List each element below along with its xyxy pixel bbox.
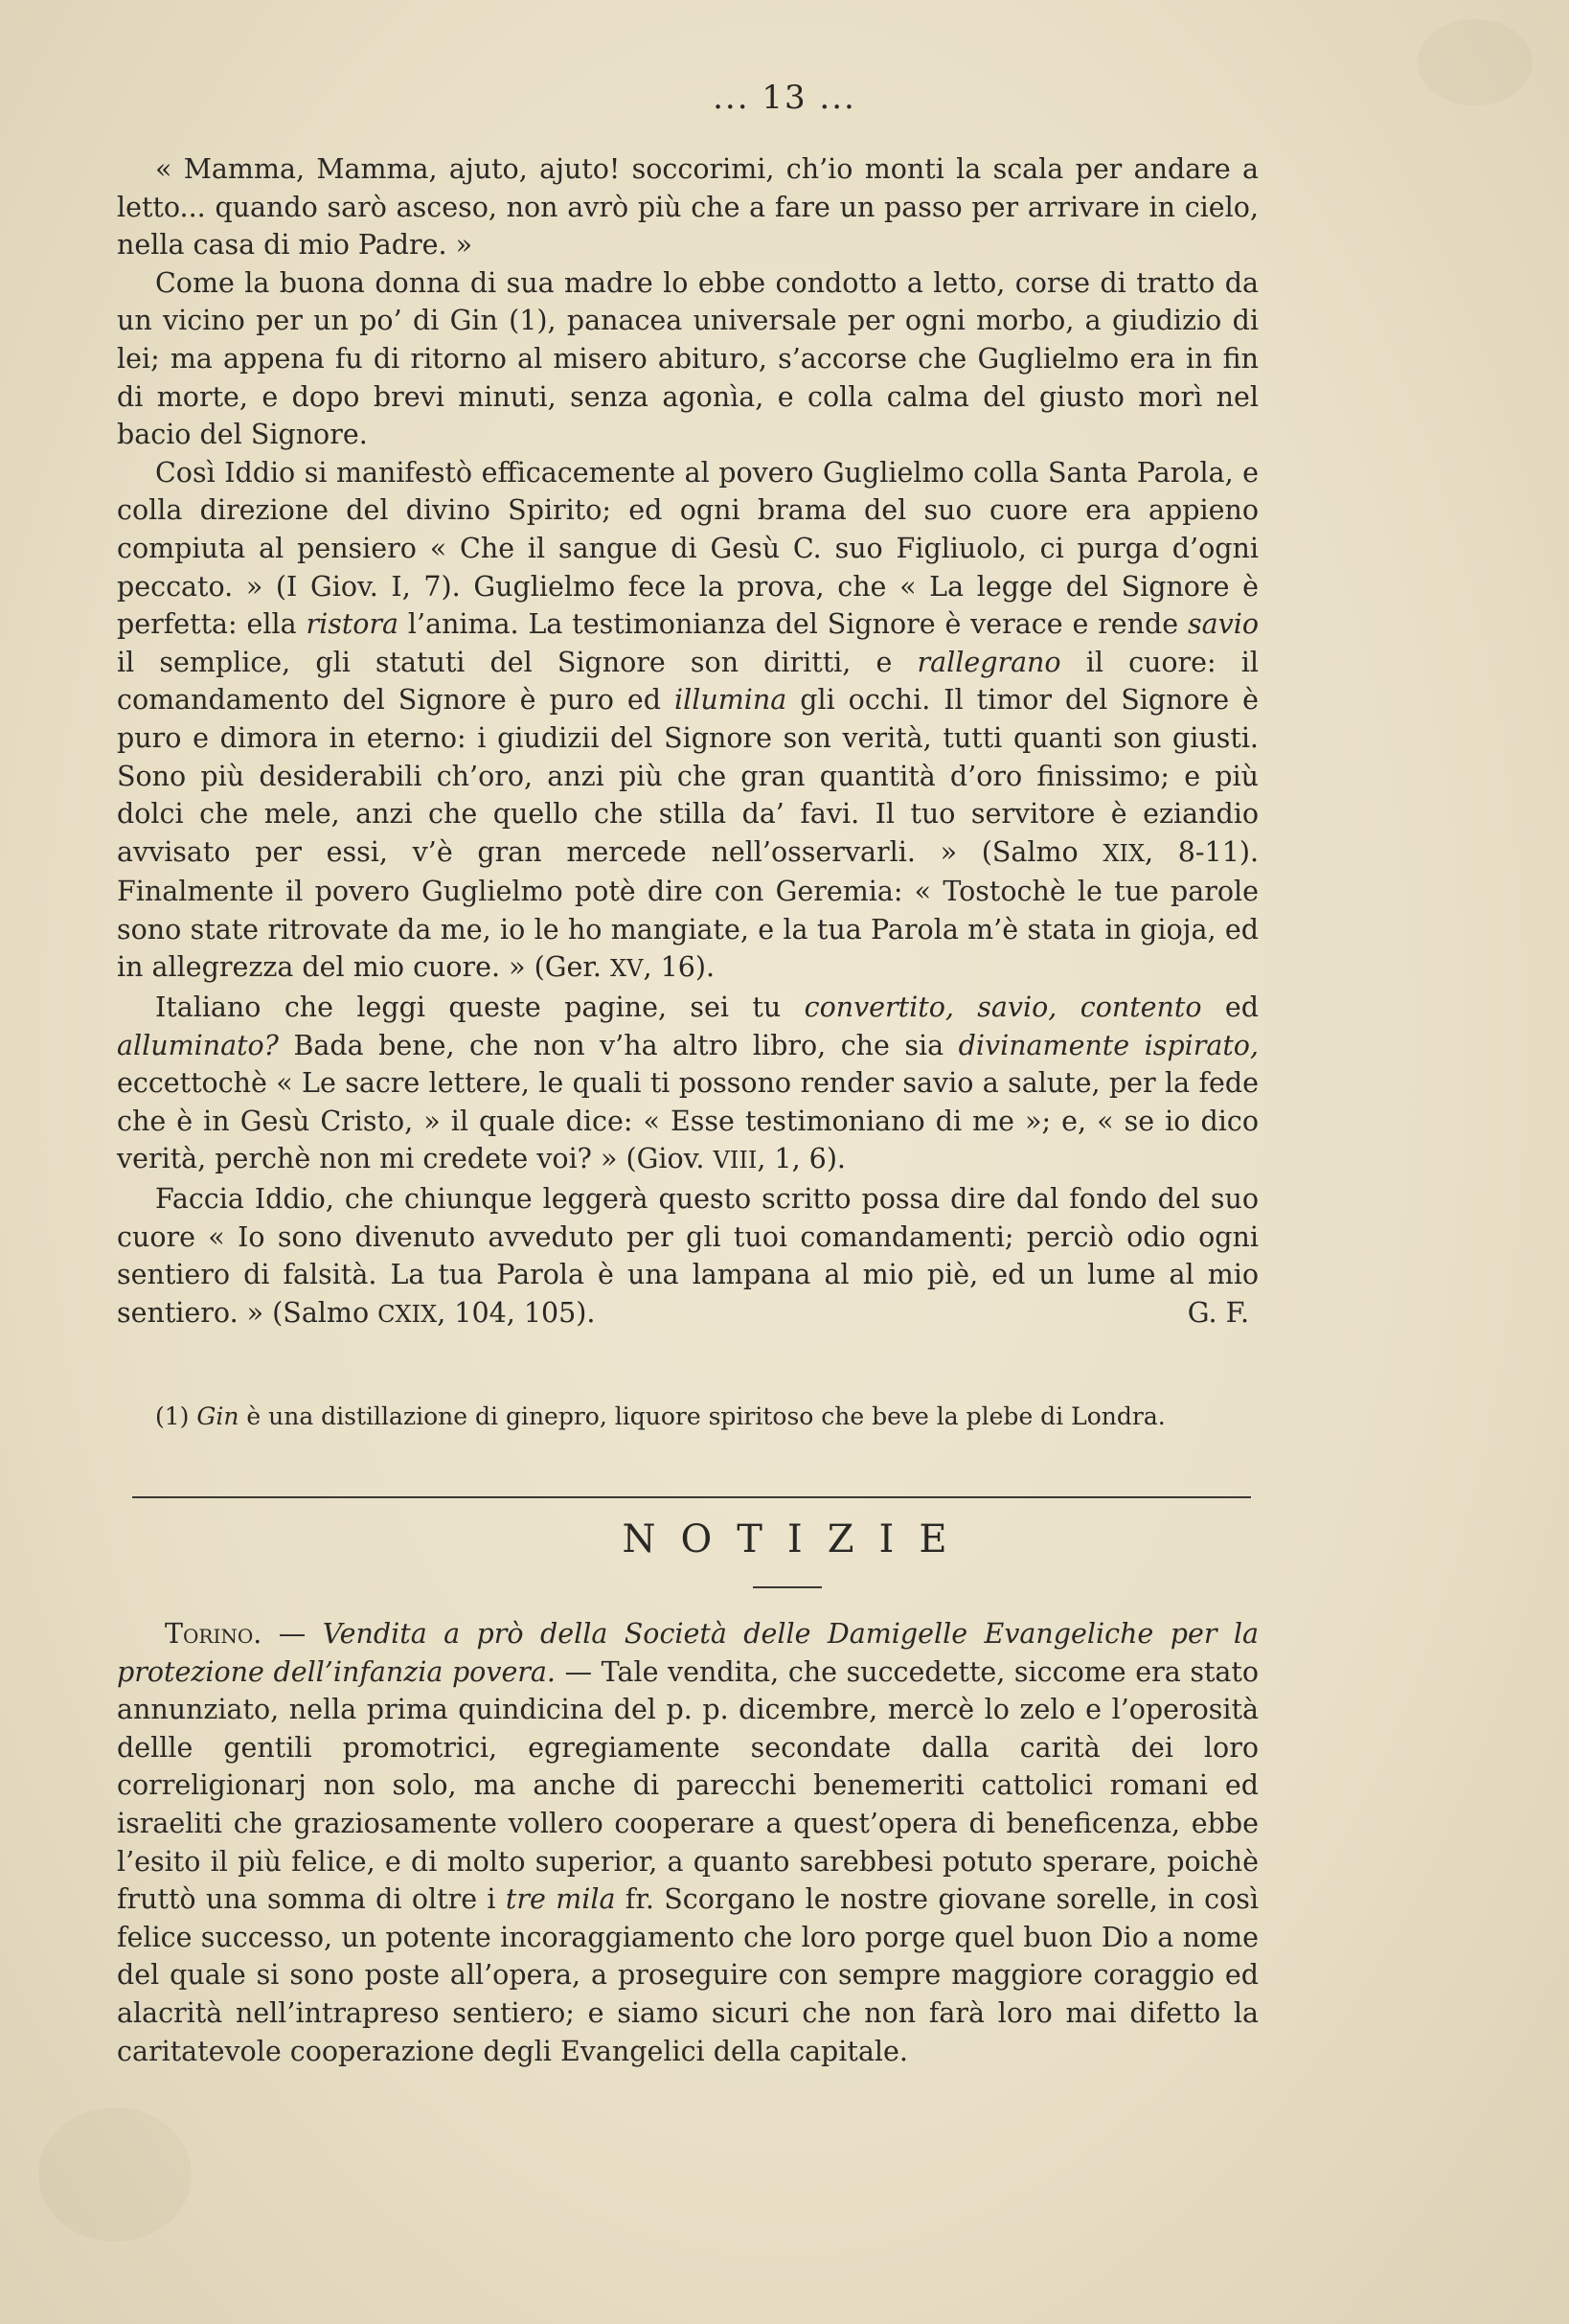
title-underline: [753, 1586, 822, 1588]
news-item: Torino. — Vendita a prò della Società delle Damigelle Evangeliche per la protezione dell’infanzia povera. — Tale vendita, che succedette, siccome era stato annunziato, nella prima quindicina del p. p. dicembre, mercè lo zelo e l’operosità dellle gentili promotrici, egregiamente secondate dalla carità dei loro correligionarj non solo, ma anche di parecchi benemeriti cattolici romani ed israeliti che graziosamente vollero cooperare a quest’opera di beneficenza, ebbe l’esito il più felice, e di molto superior, a quanto sarebbesi potuto sperare, poichè fruttò una somma di oltre i tre mila fr. Scorgano le nostre giovane sorelle, in così felice successo, un potente incoraggiamento che loro porge quel buon Dio a nome del quale si sono poste all’opera, a proseguire con sempre maggiore coraggio ed alacrità nell’intrapreso sentiero; e siamo sicuri che non farà loro mai difetto la caritatevole cooperazione degli Evangelici della capitale.: [117, 1618, 1260, 2067]
paper-stain: [38, 2108, 192, 2242]
paragraph: Italiano che leggi queste pagine, sei tu convertito, savio, contento ed alluminato? Bada bene, che non v’ha altro libro, che sia divinamente ispirato, eccettochè « Le sacre lettere, le quali ti possono render savio a salute, per la fede che è in Gesù Cristo, » il quale dice: « Esse testimoniano di me »; e, « se io dico verità, perchè non mi credete voi? » (Giov. VIII, 1, 6).: [117, 991, 1259, 1175]
section-title: NOTIZIE: [622, 1517, 972, 1561]
paragraph: Come la buona donna di sua madre lo ebbe condotto a letto, corse di tratto da un vicino per un po’ di Gin (1), panacea universale per ogni morbo, a giudizio di lei; ma appena fu di ritorno al misero abituro, s’accorse che Guglielmo era in fin di morte, e dopo brevi minuti, senza agonìa, e colla calma del giusto morì nel bacio del Signore.: [117, 266, 1259, 451]
paragraph: Faccia Iddio, che chiunque leggerà questo scritto possa dire dal fondo del suo cuore « Io sono divenuto avveduto per gli tuoi comandamenti; perciò odio ogni sentiero di falsità. La tua Parola è una lampana al mio piè, ed un lume al mio sentiero. » (Salmo CXIX, 104, 105). G. F.: [117, 1180, 1259, 1333]
news-headline: Vendita a prò della Società delle Damigelle Evangeliche per la protezione dell’infanzia povera.: [117, 1618, 1260, 1688]
footnote: (1) Gin è una distillazione di ginepro, liquore spiritoso che beve la plebe di Londra.: [155, 1402, 1166, 1430]
news-place: Torino.: [165, 1618, 262, 1650]
author-signature: G. F.: [1187, 1296, 1249, 1329]
article-body: [117, 150, 1259, 1333]
page-number: ... 13 ...: [713, 79, 856, 117]
paragraph: Così Iddio si manifestò efficacemente al povero Guglielmo colla Santa Parola, e colla direzione del divino Spirito; ed ogni brama del suo cuore era appieno compiuta al pensiero « Che il sangue di Gesù C. suo Figliuolo, ci purga d’ogni peccato. » (I Giov. I, 7). Guglielmo fece la prova, che « La legge del Signore è perfetta: ella ristora l’anima. La testimonianza del Signore è verace e rende savio il semplice, gli statuti del Signore son diritti, e rallegrano il cuore: il comandamento del Signore è puro ed illumina gli occhi. Il timor del Signore è puro e dimora in eterno: i giudizii del Signore son verità, tutti quanti son giusti. Sono più desiderabili ch’oro, anzi più che gran quantità d’oro finissimo; e più dolci che mele, anzi che quello che stilla da’ favi. Il tuo servitore è eziandio avvisato per essi, v’è gran mercede nell’osservarli. » (Salmo XIX, 8-11). Finalmente il povero Guglielmo potè dire con Geremia: « Tostochè le tue parole sono state ritrovate da me, io le ho mangiate, e la tua Parola m’è stata in gioja, ed in allegrezza del mio cuore. » (Ger. XV, 16).: [117, 456, 1259, 984]
paragraph: « Mamma, Mamma, ajuto, ajuto! soccorimi, ch’io monti la scala per andare a letto... quando sarò asceso, non avrò più che a fare un passo per arrivare in cielo, nella casa di mio Padre. »: [117, 153, 1259, 262]
section-divider: [132, 1496, 1251, 1498]
